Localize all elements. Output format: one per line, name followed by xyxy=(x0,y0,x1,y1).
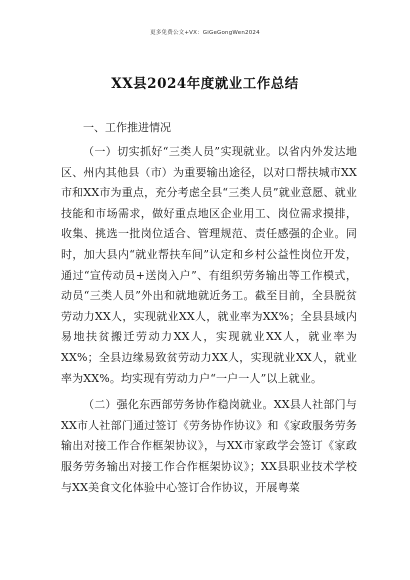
document-body xyxy=(61,118,357,498)
section-heading: 一、工作推进情况 xyxy=(83,121,171,134)
paragraph-1: （一）切实抓好“三类人员”实现就业。以省内外发达地区、州内其他县（市）为重要输出途径，以对口帮扶城市XX市和XX市为重点，充分考虑全县“三类人员”就业意愿、就业技能和市场需求，做好重点地区企业用工、岗位需求摸排，收集、挑选一批岗位适合、管理规范、责任感强的企业。同时，加大县内“就业帮扶车间”认定和乡村公益性岗位开发，通过“宣传动员+送岗入户”、有组织劳务输出等工作模式，动员“三类人员”外出和就地就近务工。截至目前，全县脱贫劳动力XX人，实现就业XX人，就业率为XX%；全县县域内易地扶贫搬迁劳动力XX人，实现就业XX人，就业率为XX%；全县边缘易致贫劳动力XX人，实现就业XX人，就业率为XX%。均实现有劳动力户“一户一人”以上就业。 xyxy=(61,145,357,385)
paragraph-2: （二）强化东西部劳务协作稳岗就业。XX县人社部门与XX市人社部门通过签订《劳务协作协议》和《家政服务劳务输出对接工作合作框架协议》，与XX市家政学会签订《家政服务劳务输出对接工作合作框架协议》；XX县职业技术学校与XX美食文化体验中心签订合作协议，开展粤菜 xyxy=(61,398,357,494)
document-title: XX县2024年度就业工作总结 xyxy=(111,76,299,92)
header-note: 更多免费公文+VX：GiGeGongWen2024 xyxy=(150,30,260,36)
